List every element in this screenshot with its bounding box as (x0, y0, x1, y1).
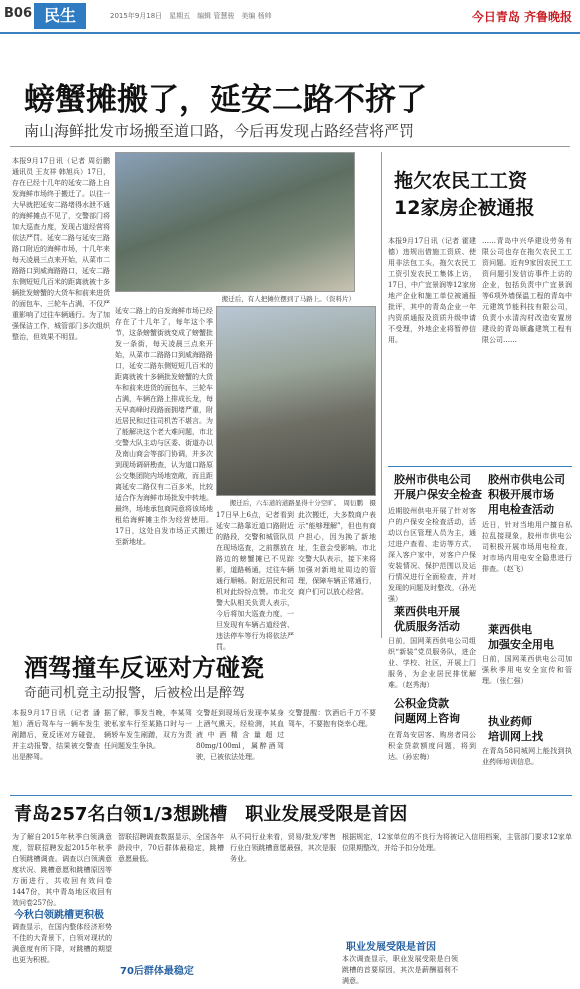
photo2-caption: 搬迁后，六车道的道路显得十分空旷。 周衍鹏 摄 (229, 499, 376, 507)
brief3-title: 公积金贷款 问题网上咨询 (394, 697, 460, 725)
brief5-title: 莱西供电 加强安全用电 (488, 623, 554, 651)
brief1-body: 近期胶州供电开展了针对客户的户保安全检查活动，活动以台区管理人员为主，通过进户查看、走访等方式，深入客户家中，对客户户保安装情况、保护范围以及运行情况进行全面检查，并对发现的问题及时整改。（孙光强） (388, 507, 476, 603)
photo1-caption: 搬迁后，有人把摊位摆到了马路上。（资料片） (221, 295, 355, 303)
section-badge: 民生 (34, 3, 86, 29)
article3-col2: 据了解，事发当晚，李某驾驶私家车行至某路口时与一辆轿车发生剐蹭，双方为责任问题发生争执。 (104, 709, 192, 750)
brief1-title: 胶州市供电公司 开展户保安全检查 (394, 473, 482, 501)
article1-subtitle: 南山海鲜批发市场搬至道口路，今后再发现占路经营将严罚 (24, 122, 415, 140)
article4-col1: 为了解自2015年秋季白领满意度，智联招聘发起2015年秋季白领跳槽调查。调查以白领满意度状况、跳槽意愿和跳槽原因等方面进行，共收回有效问卷1447份，其中青岛地区收回有效问卷257份。 (12, 833, 112, 907)
divider (388, 466, 572, 467)
market-photo-2 (216, 306, 376, 496)
divider (10, 146, 570, 147)
brief6-title: 执业药师 培训网上找 (488, 715, 543, 743)
article4-col2: 调查显示，在国内整体经济形势不佳的大背景下，白领对现状的满意度有所下降，对跳槽的期望也更为积极。 (12, 923, 112, 964)
brief4-body: 近日，针对当地用户擅自私拉乱接现象，胶州市供电公司积极开展市场用电检查，对市场内用电安全隐患进行排查。（赵飞） (482, 521, 572, 573)
article4-col5: 本次调查显示，职业发展受限是白领跳槽的首要原因，其次是薪酬福利不满意。 (342, 955, 458, 985)
article3-col4: 交警提醒：饮酒后千万不要驾车，不要抱有侥幸心理。 (288, 709, 376, 728)
article1-col2: 延安二路上的自发海鲜市场已经存在了十几年了，每年这个季节，这条螃蟹街就变成了螃蟹批发一条街，每天凌晨三点来开始，从菜市二路路口到威海路路口，延安二路东侧短短几百米的距离就被十多辆批发螃蟹的大货车和前来进货的面包车、三轮车占满，车辆在路上排成长龙，每天早高峰时段路面拥堵严重，附近居民和过往司机苦不堪言。为了能解决这个老大难问题，市北交警大队主动与区委、街道办以及南山商会等部门协调，并多次到现场调研勘查，认为道口路原公交集团院内场地宽敞，而且距离延安二路仅有二百多米，比较适合作为海鲜市场批发中转地。最终，场地承包商同意将该场地租给海鲜摊主作为经营使用。17日，这处自发市场正式搬迁至新地址。 (115, 307, 213, 546)
article2-title: 拖欠农民工工资 12家房企被通报 (394, 170, 535, 219)
column-rule (381, 152, 382, 638)
article1-title: 螃蟹摊搬了，延安二路不挤了 (24, 82, 427, 118)
article2-col2: ……青岛中兴华建设劳务有限公司也存在拖欠农民工工资问题。近有9家因农民工工资问题引发信访事件上访的企业，包括负责中广宜景润等6项外墙保温工程的青岛中元建筑节能科技有限公司，负责小水清沟村改造安置房建设的青岛顺鑫建筑工程有限公司…… (482, 237, 572, 344)
article4-title: 青岛257名白领1/3想跳槽 职业发展受限是首因 (14, 804, 408, 825)
article1-col1: 本报9月17日讯（记者 周衍鹏 通讯员 王友祥 韩旭兵）17日，存在已经十几年的延安二路上自发海鲜市场终于搬迁了。以往一大早就把延安二路堵得水泄不通的海鲜摊点不见了，交警部门将加大巡查力度，发现占道经营将依法严罚。延安二路与延安三路路口附近的海鲜市场，十几年来每天凌晨三点来开始，从菜市二路路口到威海路路口，延安二路东侧短短几百米的距离就被十多辆批发螃蟹的大货车和前来进货的面包车、三轮车占满，不仅严重影响了过往车辆通行。为了加强保洁工作，城管部门多次组织整治，但效果不明显。 (12, 157, 110, 341)
article4-subhead1: 今秋白领跳槽更积极 (14, 910, 104, 921)
brief5-body: 日前，国网莱西供电公司加强秋季用电安全宣传和管理。（张仁强） (482, 655, 572, 685)
brief2-body: 日前，国网莱西供电公司组织“新装”党员服务队，进企业、学校、社区，开展上门服务，为企业居民排忧解难。（赵秀海） (388, 637, 476, 689)
article3-title: 酒驾撞车反诬对方碰瓷 (24, 654, 264, 682)
market-photo-1 (115, 152, 355, 292)
article4-col6: 根据规定，12家单位的不良行为将被记入信用档案，主管部门要求12家单位限期整改，并给予扣分处理。 (342, 833, 572, 852)
article4-subhead3: 职业发展受限是首因 (346, 942, 436, 953)
article3-col3: 交警赶到现场后发现李某身上酒气熏天，经检测，其血液中酒精含量超过80mg/100ml，属醉酒驾驶，已被依法处理。 (196, 709, 284, 761)
article4-col4: 从不同行业来看，贸易/批发/零售行业白领跳槽意愿最强，其次是服务业。 (230, 833, 336, 863)
divider (10, 795, 572, 796)
article4-subhead2: 70后群体最稳定 (120, 966, 194, 977)
article1-col4: 此次搬迁，大多数商户表示“能够理解”，但也有商户担心，因为换了新地址，生意会受影响。市北交警大队表示，接下来将加强对新地址周边的管理，保障车辆正常通行，商户们可以放心经营。 (298, 511, 376, 596)
brief6-body: 在青岛58同城网上能找到执业药师培训信息。 (482, 747, 572, 766)
article1-col3: 17日早上6点，记者看到延安二路靠近道口路附近的路段，交警和城管队员在现场巡查，之前摆放在路边的螃蟹摊已不见踪影，道路畅通，过往车辆通行顺畅。附近居民和司机对此纷纷点赞。市北交警大队相关负责人表示，今后将加大巡查力度，一旦发现有车辆占道经营、违法停车等行为将依法严罚。 (216, 511, 294, 651)
brief3-body: 在青岛安居客、购房者同公积金贷款额度问题，将到达。（孙宏梅） (388, 731, 476, 761)
page-number: B06 (4, 6, 32, 21)
article3-subtitle: 奇葩司机竟主动报警，后被检出是醉驾 (24, 686, 246, 701)
article2-col1: 本报9月17日讯（记者 霍建德）违规出借施工资质、使用非法包工头，拖欠农民工工资引发农民工集体上访，17日，中广宜景润等12家房地产企业和施工单位被通报批评，其中的青岛企业一年内资质通报及资质升级申请不受理，外地企业将暂停信用。 (388, 237, 476, 344)
brief4-title: 胶州市供电公司 积极开展市场 用电检查活动 (488, 473, 565, 516)
newspaper-brand: 今日青岛 齐鲁晚报 (471, 10, 572, 24)
issue-meta: 2015年9月18日 星期五 编辑 管慧骏 美编 杨帅 (110, 12, 272, 20)
article4-col3: 智联招聘调查数据显示，全国各年龄段中，70后群体最稳定，跳槽意愿最低。 (118, 833, 224, 863)
page-header (0, 0, 580, 34)
brief2-title: 莱西供电开展 优质服务活动 (394, 605, 460, 633)
article3-col1: 本报9月17日讯（记者 潘旭）酒后驾车与一辆车发生剐蹭后，竟反诬对方碰瓷，并主动报警，结果被交警查出是醉驾。 (12, 709, 100, 761)
